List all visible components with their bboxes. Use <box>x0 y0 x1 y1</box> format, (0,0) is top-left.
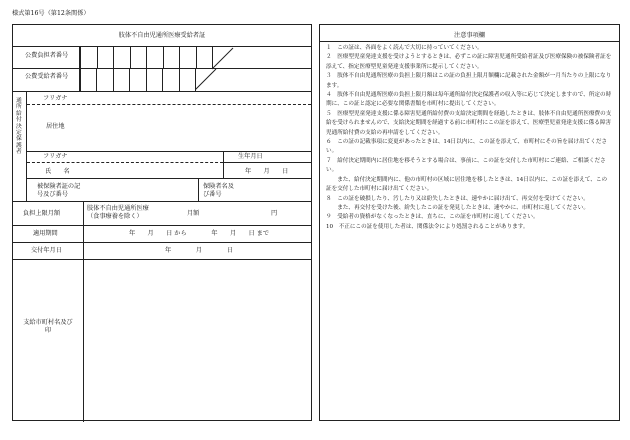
notes-title: 注意事項欄 <box>454 32 485 39</box>
notes-text: １ この証は、各面をよく読んで大切に持っていてください。 ２ 医療型児童発達支援を受けようとするときは、必ずこの証に障害児通所受給者証及び医療保険の被保険者証を添えて、指定医療型児童発達支援事業所に提示してください。 ３ 肢体不自由児通所医療の負担上限月額はこの証の負担上限月額欄に記載された金額が一月当たりの上限になります。 ４ 肢体不自由児通所医療の負担上限月額は毎年通所給付決定保護者の収入等に応じて決定しますので、所定の時期に、この証と認定に必要な関係書類を市町村に提出してください。 ５ 医療型児童発達支援に係る障害児通所給付費の支給決定期間を経過したときは、肢体不自由児通所医療費の支給を受けられませんので、支給決定期間を経過する前に市町村にこの証を添えて、医療型児童発達支援に係る障害児通所給付費の支給の再申請をしてください。 ６ この証の記載事項に変更があったときは、14日以内に、この証を添えて、市町村にその旨を届け出てください。 ７ 給付決定期間内に居住地を移そうとする場合は、事前に、この証を交付した市町村にご連絡、ご相談ください。 また、給付決定期間内に、他の市町村の区域に居住地を移したときは、14日以内に、この証を添えて、この証を交付した市町村に届け出てください。 ８ この証を破損したり、汚したり又は紛失したときは、速やかに届け出て、再交付を受けてください。 また、再交付を受けた後、紛失したこの証を発見したときは、速やかに、市町村に返してください。 ９ 受給者の資格がなくなったときは、直ちに、この証を市町村に返してください。 10 不正にこの証を使用した者は、関係法令により処罰されることがあります。 <box>326 45 612 230</box>
certificate-title: 肢体不自由児通所医療受給者証 <box>118 32 206 39</box>
period-value: 年 月 日 から 年 月 日 まで <box>129 230 270 237</box>
birthdate-value: 年 月 日 <box>245 168 289 175</box>
limit-label: 負担上限月額 <box>23 210 61 217</box>
period-label: 適用期間 <box>33 230 58 237</box>
limit-description: 肢体不自由児通所医療（食事療養を除く） <box>87 205 149 220</box>
public-recipient-number-grid <box>80 69 196 91</box>
furigana-label-1: フリガナ <box>43 95 68 102</box>
notes-panel <box>319 24 620 421</box>
address-label: 居住地 <box>46 123 65 130</box>
issue-date-label: 交付年月日 <box>31 247 62 254</box>
issue-date-value: 年 月 日 <box>165 247 234 254</box>
diagonal-void-lines <box>195 47 312 91</box>
furigana-label-2: フリガナ <box>43 153 68 160</box>
yen-label: 円 <box>271 210 278 217</box>
municipality-label: 支給市町村名及び印 <box>23 319 73 334</box>
birthdate-label: 生年月日 <box>238 153 263 160</box>
insurer-name-label: 保険者名及び番号 <box>203 183 234 198</box>
guardian-vertical-label: 通所給付決定保護者 <box>16 98 22 156</box>
public-payer-number-label: 公費負担者番号 <box>25 52 69 59</box>
certificate-front <box>12 24 312 421</box>
insurance-symbol-label: 被保険者証の記号及び番号 <box>37 183 81 198</box>
form-code: 様式第16号（第12条関係） <box>12 10 90 17</box>
name-label: 氏 名 <box>45 168 70 175</box>
public-payer-number-grid <box>80 47 213 68</box>
public-recipient-number-label: 公費受給者番号 <box>25 73 69 80</box>
monthly-label: 月額 <box>187 210 200 217</box>
